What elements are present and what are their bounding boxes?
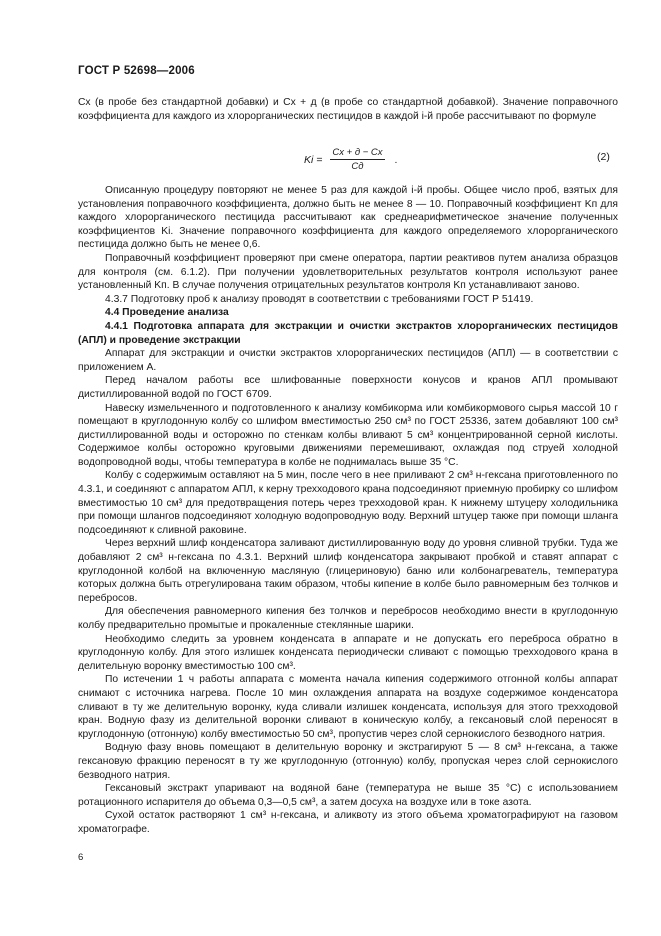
formula-trail: . <box>394 153 398 166</box>
intro-paragraph: Cх (в пробе без стандартной добавки) и Cх + д (в пробе со стандартной добавкой). Значение поправочного коэффициента для каждого из хлорорганических пестицидов в каждой i-й пробе рассчитывают по формуле <box>78 97 618 122</box>
paragraph: 4.3.7 Подготовку проб к анализу проводят в соответствии с требованиями ГОСТ Р 51419. <box>105 293 534 305</box>
intro-block <box>78 96 618 123</box>
paragraph: Сухой остаток растворяют 1 см³ н-гексана, и аликвоту из этого объема хроматографируют на газовом хроматографе. <box>78 810 618 835</box>
formula-lhs: Ki = <box>304 153 323 166</box>
formula-numerator: Cх + д − Cх <box>332 147 383 158</box>
paragraph: Аппарат для экстракции и очистки экстрактов хлорорганических пестицидов (АПЛ) — в соответствии с приложением А. <box>78 348 618 373</box>
paragraph: Необходимо следить за уровнем конденсата в аппарате и не допускать его переброса обратно в круглодонную колбу. Для этого излишек конденсата периодически сливают с помощью трехходового крана в делительную воронку вместимостью 100 см³. <box>78 633 618 672</box>
paragraph: Описанную процедуру повторяют не менее 5 раз для каждой i-й пробы. Общее число проб, взятых для установления поправочного коэффициента, должно быть не менее 8 — 10. Поправочный коэффициент Kп для каждого хлорорганического пестицида рассчитывают как среднеарифметическое значение полученных коэффициентов Ki. Значение поправочного коэффициента для каждого определяемого хлорорганического пестицида должно быть не менее 0,6. <box>78 185 618 251</box>
paragraph: Для обеспечения равномерного кипения без толчков и перебросов необходимо внести в круглодонную колбу предварительно промытые и прокаленные стеклянные шарики. <box>78 606 618 631</box>
paragraph: Водную фазу вновь помещают в делительную воронку и экстрагируют 5 — 8 см³ н-гексана, а также гексановую фракцию переносят в ту же круглодонную (отгонную) колбу, пропуская через слой сернокислого безводного натрия. <box>78 742 618 781</box>
equation-number: (2) <box>597 151 610 163</box>
paragraph: Поправочный коэффициент проверяют при смене оператора, партии реактивов путем анализа образцов для контроля (см. 6.1.2). При получении удовлетворительных результатов контроля используют ранее установленный Kп. В случае получения отрицательных результатов контроля Kп устанавливают заново. <box>78 252 618 292</box>
paragraph: По истечении 1 ч работы аппарата с момента начала кипения содержимого отгонной колбы аппарат снимают с источника нагрева. После 10 мин охлаждения аппарата на воздухе содержимое конденсатора сливают в ту же делительную воронку, куда сливали излишек конденсата, используя для этого трехходовой кран. Водную фазу из делительной воронки сливают в коническую колбу, а гексановый слой переносят в круглодонную (отгонную) колбу вместимостью 50 см³, пропустив через слой сернокислого безводного натрия. <box>78 674 618 740</box>
formula-denominator: Cд <box>351 161 364 172</box>
page-number: 6 <box>78 852 84 863</box>
body-text <box>78 184 618 837</box>
paragraph: Навеску измельченного и подготовленного к анализу комбикорма или комбикормового сырья массой 10 г помещают в круглодонную колбу со шлифом вместимостью 250 см³ по ГОСТ 25336, затем добавляют 100 см³ дистиллированной воды и осторожно по стенкам колбы вливают 5 см³ концентрированной серной кислоты. Содержимое колбы осторожно круговыми движениями перемешивают, охлаждая под струей холодной водопроводной воды, чтобы температура в колбе не поднималась выше 35 °С. <box>78 402 618 468</box>
section-heading: 4.4 Проведение анализа <box>105 307 229 319</box>
document-header: ГОСТ Р 52698—2006 <box>78 65 195 77</box>
paragraph: Гексановый экстракт упаривают на водяной бане (температура не выше 35 °С) с использованием ротационного испарителя до объема 0,3—0,5 см³, а затем досуха на воздухе или в токе азота. <box>78 783 618 808</box>
paragraph: Через верхний шлиф конденсатора заливают дистиллированную воду до уровня сливной трубки. Туда же добавляют 2 см³ н-гексана по 4.3.1. Верхний шлиф конденсатора закрывают пробкой и ставят аппарат с круглодонной колбой на включенную масляную (глицериновую) баню или колбонагреватель, температура которых должна быть отрегулирована таким образом, чтобы кипение в колбе было равномерным без толчков и перебросов. <box>78 538 618 604</box>
formula-fraction <box>330 147 384 172</box>
paragraph: Колбу с содержимым оставляют на 5 мин, после чего в нее приливают 2 см³ н-гексана приготовленного по 4.3.1, и соединяют с аппаратом АПЛ, к керну трехходового крана подсоединяют приемную пробирку со шлифом вместимостью 10 см³ для предотвращения потерь через трехходовой кран. К нижнему штуцеру холодильника при помощи шлангов подсоединяют холодную водопроводную воду. Верхний штуцер также при помощи шланга подсоединяют к сливной раковине. <box>78 470 618 536</box>
paragraph: Перед началом работы все шлифованные поверхности конусов и кранов АПЛ промывают дистиллированной водой по ГОСТ 6709. <box>78 375 618 400</box>
subsection-heading: 4.4.1 Подготовка аппарата для экстракции и очистки экстрактов хлорорганических пестицидов (АПЛ) и проведение экстракции <box>78 320 618 346</box>
formula <box>304 147 397 172</box>
